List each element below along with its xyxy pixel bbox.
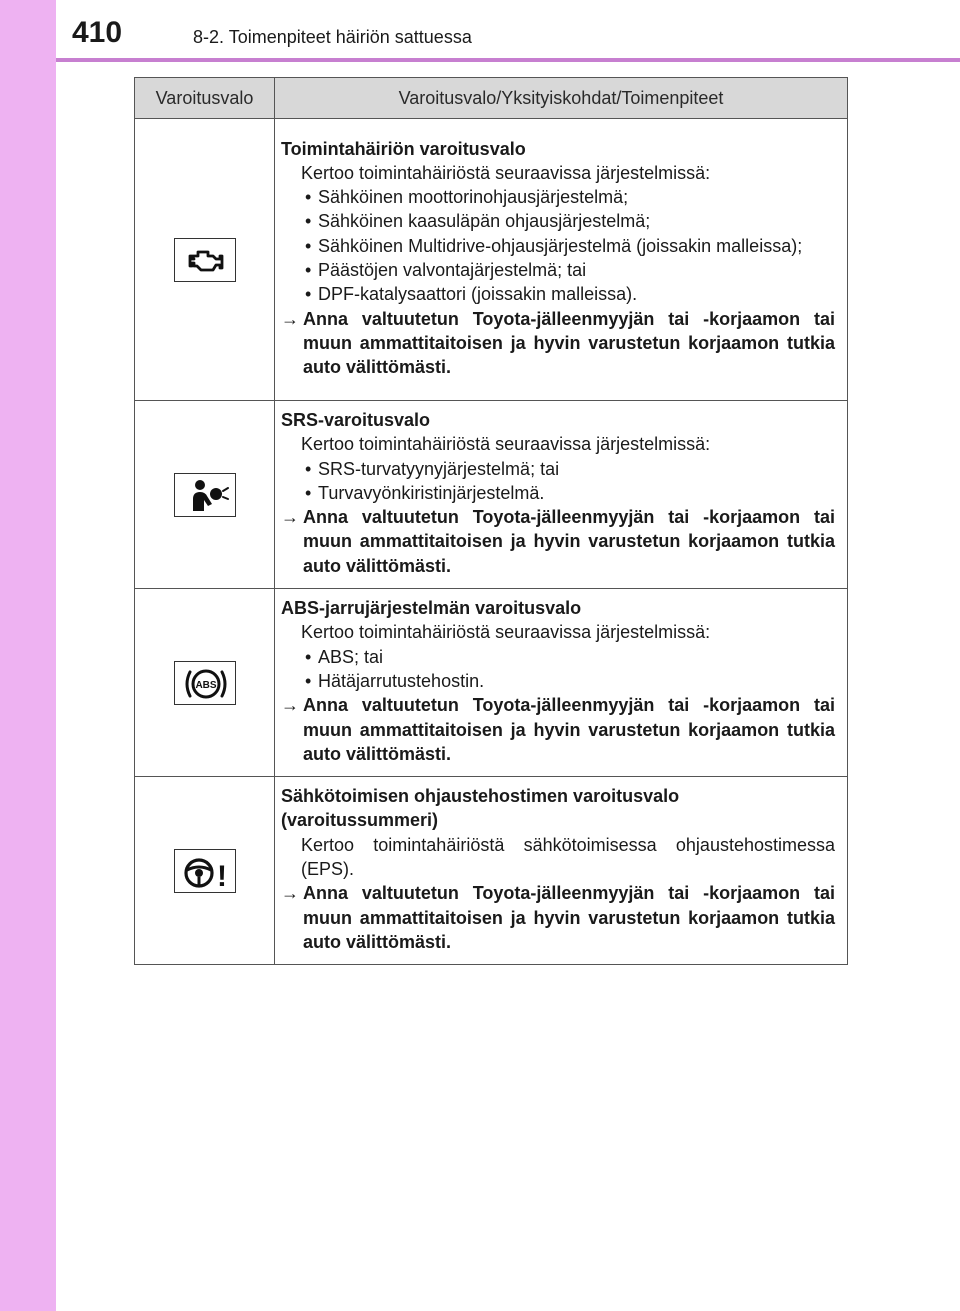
action-text: Anna valtuutetun Toyota-jälleenmyyjän tai -korjaamon tai muun ammattitaitoisen ja hyvin varustetun korjaamon tutkia auto välittömästi. [303, 695, 835, 764]
system-list [281, 457, 835, 506]
table-row [135, 401, 848, 589]
warning-title: Toimintahäiriön varoitusvalo [281, 138, 526, 159]
arrow-icon: → [281, 695, 299, 716]
description-cell [275, 589, 848, 777]
table-header-row [135, 78, 848, 119]
warning-intro: Kertoo toimintahäiriöstä sähkötoimisessa ohjaustehostimessa (EPS). [301, 834, 835, 880]
airbag-icon [174, 473, 236, 517]
action-text: Anna valtuutetun Toyota-jälleenmyyjän tai -korjaamon tai muun ammattitaitoisen ja hyvin varustetun korjaamon tutkia auto välittömästi. [303, 883, 835, 952]
page-number: 410 [72, 16, 123, 49]
exclamation-mark: ! [216, 859, 227, 893]
action-instruction [281, 505, 835, 578]
list-item: • Sähköinen kaasuläpän ohjausjärjestelmä; [281, 209, 835, 233]
page-header [56, 0, 960, 60]
warning-title: Sähkötoimisen ohjaustehostimen varoitusvalo (varoitussummeri) [281, 786, 680, 831]
description-cell [275, 777, 848, 965]
icon-cell [135, 777, 275, 965]
warning-title: SRS-varoitusvalo [281, 410, 431, 430]
icon-cell [135, 401, 275, 589]
icon-cell [135, 119, 275, 401]
list-item: • ABS; tai [281, 645, 835, 669]
warning-intro: Kertoo toimintahäiriöstä seuraavissa järjestelmissä: [301, 162, 711, 183]
arrow-icon: → [281, 308, 299, 329]
abs-icon-label: ABS [194, 679, 217, 691]
action-instruction [281, 693, 835, 766]
warning-light-table [134, 77, 848, 965]
list-item: • Päästöjen valvontajärjestelmä; tai [281, 258, 835, 282]
description-cell [275, 401, 848, 589]
action-instruction [281, 307, 835, 380]
warning-intro: Kertoo toimintahäiriöstä seuraavissa järjestelmissä: [301, 434, 711, 455]
action-text: Anna valtuutetun Toyota-jälleenmyyjän tai -korjaamon tai muun ammattitaitoisen ja hyvin varustetun korjaamon tutkia auto välittömästi. [303, 308, 835, 378]
list-item: • DPF-katalysaattori (joissakin malleissa). [281, 282, 835, 306]
column-header-details: Varoitusvalo/Yksityiskohdat/Toimenpiteet [275, 78, 848, 119]
list-item: • Hätäjarrutustehostin. [281, 669, 835, 693]
table-row [135, 119, 848, 401]
action-text: Anna valtuutetun Toyota-jälleenmyyjän tai -korjaamon tai muun ammattitaitoisen ja hyvin varustetun korjaamon tutkia auto välittömästi. [303, 507, 835, 576]
header-rule [56, 58, 960, 62]
system-list [281, 185, 835, 306]
system-list [281, 645, 835, 694]
column-header-light: Varoitusvalo [135, 78, 275, 119]
section-title: 8-2. Toimenpiteet häiriön sattuessa [193, 27, 472, 47]
action-instruction [281, 881, 835, 954]
abs-icon [174, 661, 236, 705]
list-item: • Sähköinen moottorinohjausjärjestelmä; [281, 185, 835, 209]
list-item: • SRS-turvatyynyjärjestelmä; tai [281, 457, 835, 481]
arrow-icon: → [281, 883, 299, 904]
table-row [135, 589, 848, 777]
side-tab-bar [0, 0, 56, 1311]
warning-intro: Kertoo toimintahäiriöstä seuraavissa järjestelmissä: [301, 622, 711, 643]
engine-check-icon [174, 238, 236, 282]
list-item: • Sähköinen Multidrive-ohjausjärjestelmä (joissakin malleissa); [281, 234, 835, 258]
table-row [135, 777, 848, 965]
steering-warning-icon [174, 849, 236, 893]
description-cell [275, 119, 848, 401]
arrow-icon: → [281, 507, 299, 528]
warning-title: ABS-jarrujärjestelmän varoitusvalo [281, 598, 582, 619]
icon-cell [135, 589, 275, 777]
list-item: • Turvavyönkiristinjärjestelmä. [281, 481, 835, 505]
